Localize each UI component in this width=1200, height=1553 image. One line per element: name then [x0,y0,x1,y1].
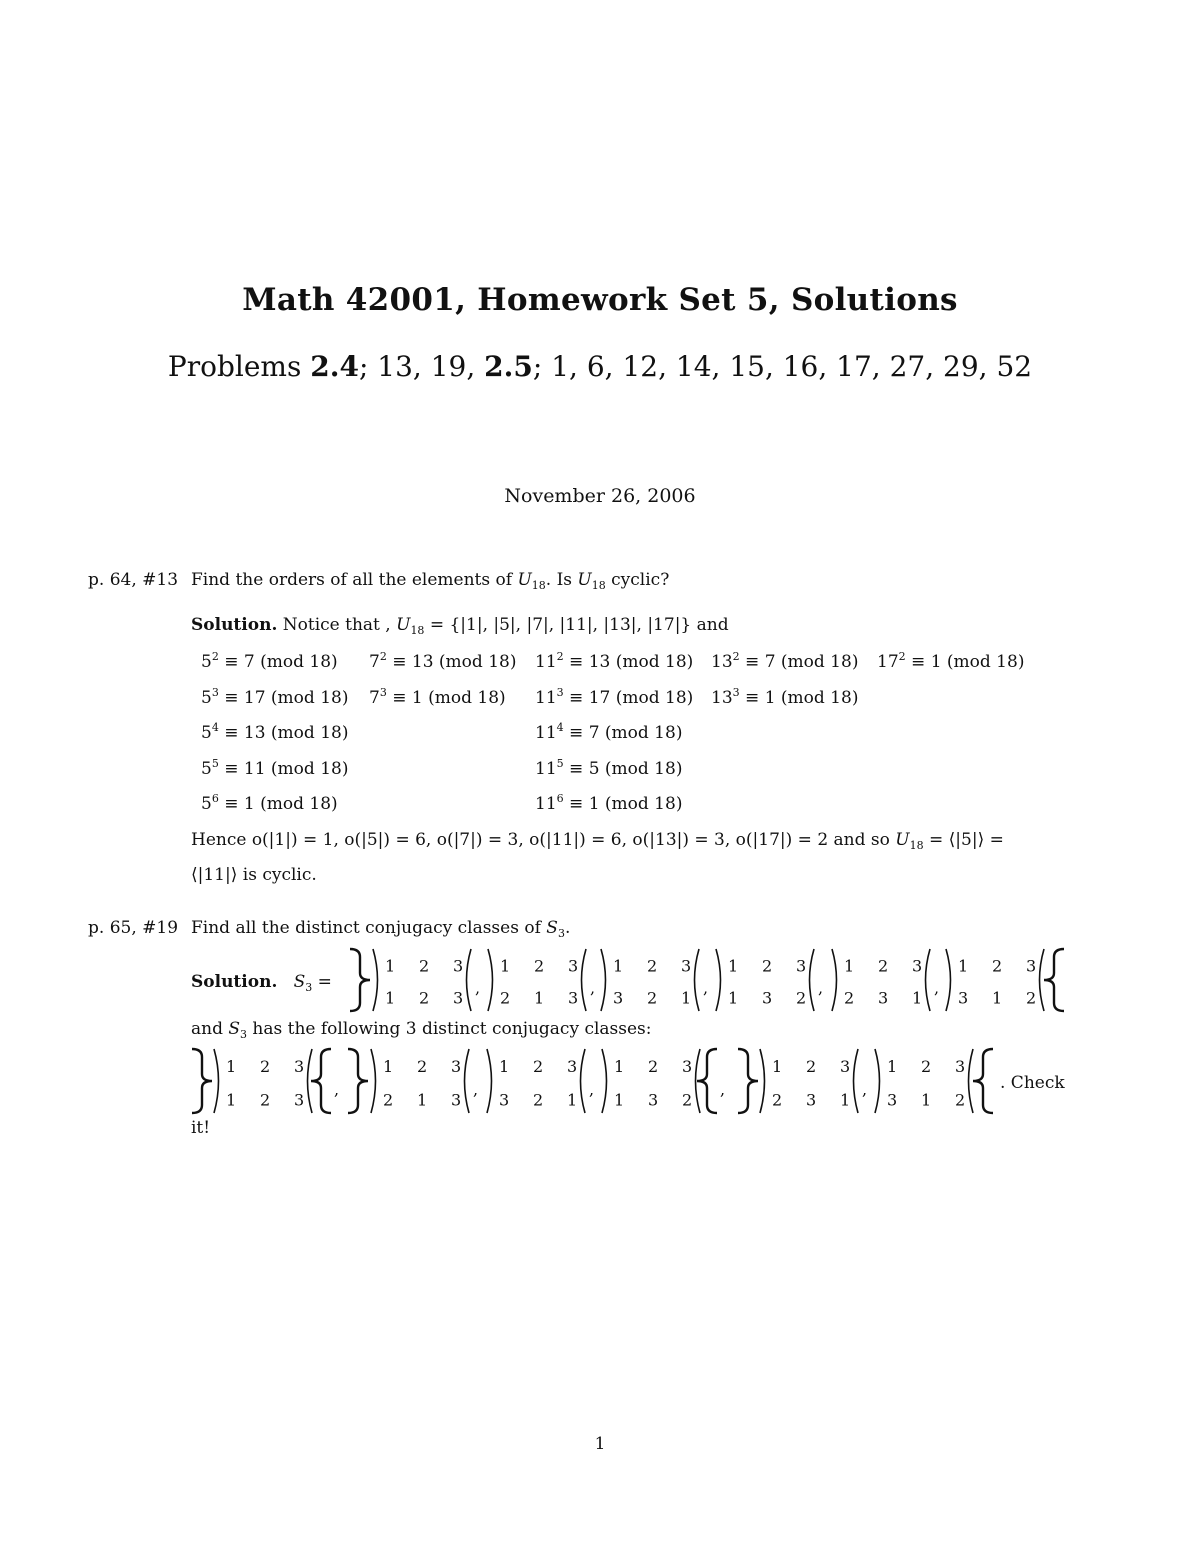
matrix-entry: 1 [383,1057,394,1077]
matrix-entry: 3 [912,956,923,976]
matrix-entry: 2 [260,1057,271,1077]
problem-2-question: Find all the distinct conjugacy classes of $S_3$. [191,918,571,940]
paren [875,1049,880,1113]
paren [487,1049,492,1113]
congruence-item: $11^2 \equiv 13$ (mod 18) [535,650,694,672]
matrix-entry: 3 [648,1090,659,1110]
matrix-entry: 2 [762,956,773,976]
matrix-entry: 3 [294,1090,305,1110]
matrix-entry: 3 [958,988,969,1008]
brace [1044,949,1064,1011]
matrix-entry: 1 [840,1090,851,1110]
matrix-entry: 1 [681,988,692,1008]
paren [602,1049,607,1113]
paren [716,949,721,1011]
paren [760,1049,765,1113]
congruence-item: $17^2 \equiv 1$ (mod 18) [877,650,1025,672]
brace [973,1049,993,1113]
matrix-entry: 3 [451,1090,462,1110]
matrix-entry: 3 [294,1057,305,1077]
problem-2-label: p. 65, #19 [88,918,179,938]
congruence-item: $5^6 \equiv 1$ (mod 18) [201,792,338,814]
matrix-entry: 2 [878,956,889,976]
matrix-entry: 3 [955,1057,966,1077]
congruence-item: $5^4 \equiv 13$ (mod 18) [201,721,349,743]
matrix-entry: 3 [567,1057,578,1077]
paren [371,1049,376,1113]
congruence-item: $11^5 \equiv 5$ (mod 18) [535,757,683,779]
conjugacy-classes [188,1043,1000,1121]
matrix-entry: 2 [383,1090,394,1110]
paren [581,1049,586,1113]
matrix-entry: 2 [648,1057,659,1077]
matrix-entry: 3 [1026,956,1037,976]
page-date: November 26, 2006 [504,485,696,507]
matrix-entry: 2 [260,1090,271,1110]
comma: , [473,1080,479,1100]
paren [1040,949,1045,1011]
matrix-entry: 2 [419,988,430,1008]
paren [969,1049,974,1113]
matrix-entry: 1 [613,956,624,976]
problem-1-question: Find the orders of all the elements of $U_{18}$. Is $U_{18}$ cyclic? [191,570,670,592]
comma: , [934,978,940,998]
paren [214,1049,219,1113]
page-subtitle: Problems 2.4; 13, 19, 2.5; 1, 6, 12, 14, 15, 16, 17, 27, 29, 52 [167,350,1033,383]
matrix-entry: 2 [772,1090,783,1110]
brace [738,1049,758,1113]
check-text: . Check [1000,1073,1065,1093]
page-number: 1 [594,1434,606,1454]
matrix-entry: 2 [533,1090,544,1110]
matrix-entry: 3 [682,1057,693,1077]
brace [348,1049,368,1113]
problem-1-conclusion: Hence o(|1|) = 1, o(|5|) = 6, o(|7|) = 3, o(|11|) = 6, o(|13|) = 3, o(|17|) = 2 and so $U_{18}$ = ⟨|5|⟩ = [191,830,1004,852]
matrix-entry: 1 [614,1090,625,1110]
paren [465,1049,470,1113]
matrix-entry: 1 [500,956,511,976]
matrix-entry: 3 [451,1057,462,1077]
paren [832,949,837,1011]
matrix-entry: 1 [226,1090,237,1110]
paren [926,949,931,1011]
matrix-entry: 1 [921,1090,932,1110]
matrix-entry: 1 [614,1057,625,1077]
matrix-entry: 1 [844,956,855,976]
matrix-entry: 2 [647,988,658,1008]
matrix-entry: 1 [772,1057,783,1077]
matrix-entry: 1 [912,988,923,1008]
brace [311,1049,331,1113]
matrix-entry: 3 [796,956,807,976]
matrix-entry: 3 [568,988,579,1008]
paren [582,949,587,1011]
problem-1-solution-intro: Solution. Notice that , $U_{18} = \{|1|$, |5|, |7|, |11|, |13|, |17|} and [191,615,729,637]
congruence-item: $5^5 \equiv 11$ (mod 18) [201,757,349,779]
paren [854,1049,859,1113]
matrix-entry: 1 [417,1090,428,1110]
brace [697,1049,717,1113]
matrix-entry: 1 [385,956,396,976]
matrix-entry: 1 [385,988,396,1008]
matrix-entry: 2 [500,988,511,1008]
matrix-entry: 2 [992,956,1003,976]
matrix-entry: 2 [1026,988,1037,1008]
congruence-item: $13^3 \equiv 1$ (mod 18) [711,686,859,708]
matrix-entry: 3 [681,956,692,976]
matrix-entry: 2 [844,988,855,1008]
matrix-entry: 3 [613,988,624,1008]
matrix-entry: 1 [534,988,545,1008]
matrix-entry: 1 [567,1090,578,1110]
comma: , [862,1080,868,1100]
paren [488,949,493,1011]
matrix-entry: 1 [992,988,1003,1008]
paren [467,949,472,1011]
comma: , [590,978,596,998]
comma: , [589,1080,595,1100]
s3-elements [345,945,1065,1017]
problem-1-label: p. 64, #13 [88,570,179,590]
matrix-entry: 3 [453,956,464,976]
congruence-item: $11^3 \equiv 17$ (mod 18) [535,686,694,708]
matrix-entry: 2 [796,988,807,1008]
matrix-entry: 1 [728,988,739,1008]
matrix-entry: 1 [887,1057,898,1077]
matrix-entry: 2 [806,1057,817,1077]
congruence-item: $7^2 \equiv 13$ (mod 18) [369,650,517,672]
problem-1-conclusion-cont: ⟨|11|⟩ is cyclic. [191,865,317,885]
matrix-entry: 2 [417,1057,428,1077]
matrix-entry: 2 [921,1057,932,1077]
matrix-entry: 1 [226,1057,237,1077]
page-title: Math 42001, Homework Set 5, Solutions [242,282,958,318]
matrix-entry: 2 [647,956,658,976]
paren [810,949,815,1011]
matrix-entry: 1 [499,1057,510,1077]
paren [946,949,951,1011]
congruence-item: $7^3 \equiv 1$ (mod 18) [369,686,506,708]
matrix-entry: 2 [534,956,545,976]
matrix-entry: 2 [533,1057,544,1077]
matrix-entry: 3 [499,1090,510,1110]
paren [601,949,606,1011]
paren [695,949,700,1011]
matrix-entry: 3 [453,988,464,1008]
paren [373,949,378,1011]
congruence-item: $13^2 \equiv 7$ (mod 18) [711,650,859,672]
matrix-entry: 2 [682,1090,693,1110]
congruence-item: $5^2 \equiv 7$ (mod 18) [201,650,338,672]
comma: , [818,978,824,998]
problem-2-classes-intro: and $S_3$ has the following 3 distinct conjugacy classes: [191,1019,652,1041]
congruence-item: $5^3 \equiv 17$ (mod 18) [201,686,349,708]
comma: , [703,978,709,998]
check-end-text: it! [191,1118,211,1138]
matrix-entry: 3 [568,956,579,976]
comma: , [475,978,481,998]
comma: , [334,1080,340,1100]
matrix-entry: 3 [762,988,773,1008]
comma: , [720,1080,726,1100]
matrix-entry: 2 [955,1090,966,1110]
matrix-entry: 2 [419,956,430,976]
brace [192,1049,212,1113]
congruence-item: $11^4 \equiv 7$ (mod 18) [535,721,683,743]
matrix-entry: 1 [728,956,739,976]
problem-2-solution-label: Solution. $S_3$ = [191,972,332,994]
matrix-entry: 3 [887,1090,898,1110]
matrix-entry: 3 [878,988,889,1008]
matrix-entry: 3 [806,1090,817,1110]
matrix-entry: 3 [840,1057,851,1077]
matrix-entry: 1 [958,956,969,976]
brace [350,949,370,1011]
congruence-item: $11^6 \equiv 1$ (mod 18) [535,792,683,814]
